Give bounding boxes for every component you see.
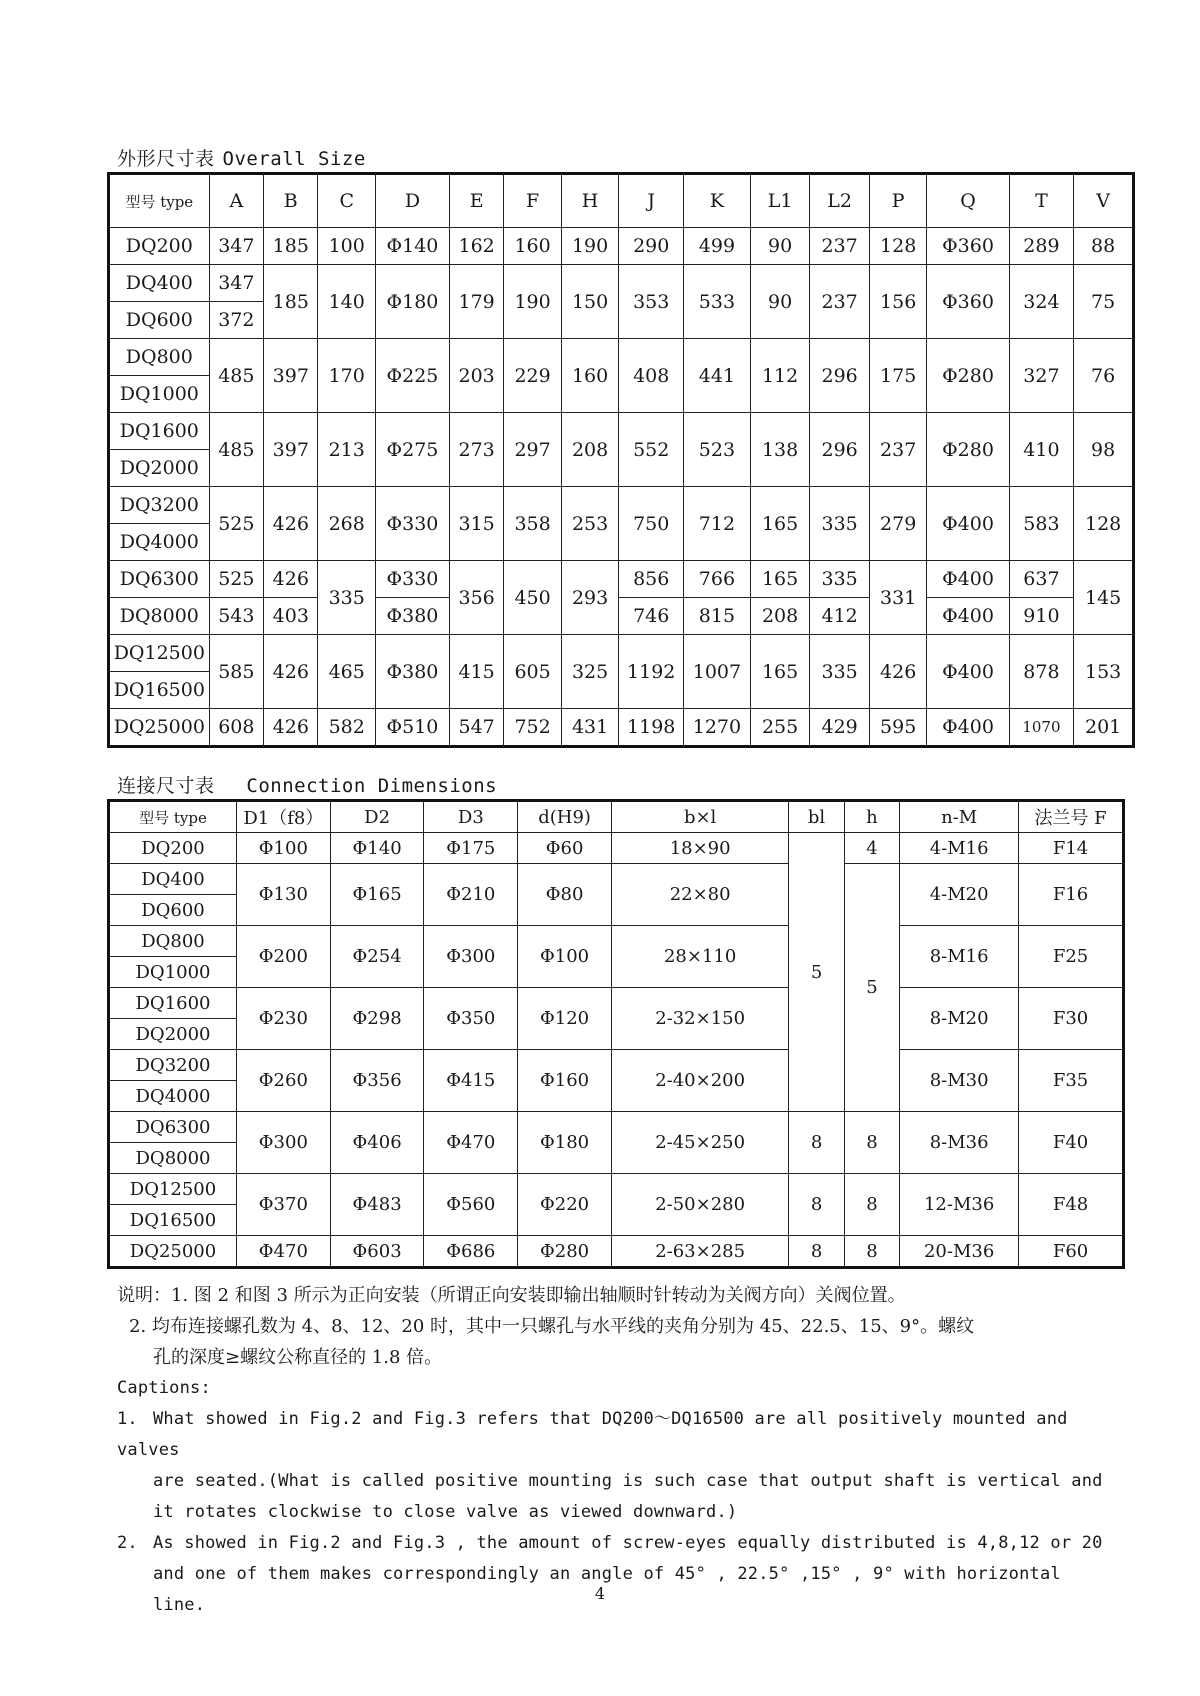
header-cell: n-M — [900, 801, 1019, 833]
type-cell: DQ2000 — [109, 450, 210, 487]
caption-1-number: 1. — [117, 1409, 138, 1429]
cell: 585 — [209, 635, 263, 709]
cell: Φ100 — [237, 833, 331, 864]
cell: 90 — [750, 228, 810, 265]
type-cell: DQ3200 — [109, 1050, 237, 1081]
cell: F60 — [1019, 1236, 1124, 1268]
cell: 415 — [449, 635, 503, 709]
cell: 140 — [318, 265, 376, 339]
caption-1-line-1: What showed in Fig.2 and Fig.3 refers that DQ200～DQ16500 are all positively mounted and valves — [117, 1409, 1068, 1460]
cell: Φ350 — [424, 988, 518, 1050]
type-cell: DQ400 — [109, 265, 210, 302]
connection-header-row — [109, 801, 1124, 833]
cell: 431 — [561, 709, 619, 747]
cell: F40 — [1019, 1112, 1124, 1174]
cell: Φ360 — [927, 228, 1009, 265]
note-cn-1: 说明：1. 图 2 和图 3 所示为正向安装（所谓正向安装即输出轴顺时针转动为关阀方向）关阀位置。 — [117, 1285, 906, 1306]
type-cell: DQ25000 — [109, 709, 210, 747]
cell: 347 — [209, 265, 263, 302]
cell: 525 — [209, 561, 263, 598]
cell: 150 — [561, 265, 619, 339]
header-cell: bl — [789, 801, 844, 833]
cell: Φ330 — [375, 561, 449, 598]
cell: 185 — [264, 228, 318, 265]
cell: 429 — [810, 709, 870, 747]
header-cell: D1（f8） — [237, 801, 331, 833]
cell: 325 — [561, 635, 619, 709]
cell: Φ470 — [237, 1236, 331, 1268]
header-cell: T — [1009, 174, 1074, 228]
header-cell: L1 — [750, 174, 810, 228]
type-cell: DQ800 — [109, 926, 237, 957]
type-cell: DQ2000 — [109, 1019, 237, 1050]
overall-size-caption — [117, 144, 366, 171]
cell: Φ400 — [927, 709, 1009, 747]
table-row — [109, 413, 1134, 450]
cell: 403 — [264, 598, 318, 635]
cell: Φ200 — [237, 926, 331, 988]
cell: 185 — [264, 265, 318, 339]
table-row — [109, 833, 1124, 864]
cell: 8 — [789, 1112, 844, 1174]
header-cell: E — [449, 174, 503, 228]
cell: Φ280 — [927, 413, 1009, 487]
cell: 582 — [318, 709, 376, 747]
header-cell: D — [375, 174, 449, 228]
header-cell: C — [318, 174, 376, 228]
cell: Φ280 — [927, 339, 1009, 413]
cell: 296 — [810, 339, 870, 413]
cell: Φ225 — [375, 339, 449, 413]
cell: 595 — [869, 709, 927, 747]
cell: Φ510 — [375, 709, 449, 747]
table-row — [109, 487, 1134, 524]
cell: 255 — [750, 709, 810, 747]
table-row — [109, 709, 1134, 747]
cell: F48 — [1019, 1174, 1124, 1236]
cell: Φ254 — [330, 926, 424, 988]
cell: 397 — [264, 413, 318, 487]
table-row — [109, 265, 1134, 302]
type-cell: DQ600 — [109, 302, 210, 339]
table-row — [109, 598, 1134, 635]
cell: 165 — [750, 561, 810, 598]
cell: 289 — [1009, 228, 1074, 265]
cell: 426 — [264, 635, 318, 709]
cell: 20-M36 — [900, 1236, 1019, 1268]
cell: Φ280 — [518, 1236, 612, 1268]
cell: Φ130 — [237, 864, 331, 926]
cell: 1198 — [619, 709, 684, 747]
cell: 8 — [844, 1174, 899, 1236]
cell: 426 — [264, 709, 318, 747]
caption-2-line-2: and one of them makes correspondingly an angle of 45° , 22.5° ,15° , 9° with horizontal line. — [153, 1564, 1061, 1615]
cell: F14 — [1019, 833, 1124, 864]
cell: Φ180 — [518, 1112, 612, 1174]
cell: 253 — [561, 487, 619, 561]
cell: 543 — [209, 598, 263, 635]
cell: 170 — [318, 339, 376, 413]
header-cell: B — [264, 174, 318, 228]
cell: Φ175 — [424, 833, 518, 864]
cell: 412 — [810, 598, 870, 635]
cell: 160 — [561, 339, 619, 413]
cell: 815 — [684, 598, 751, 635]
cell: Φ275 — [375, 413, 449, 487]
header-cell: L2 — [810, 174, 870, 228]
cell: 408 — [619, 339, 684, 413]
cell: 128 — [869, 228, 927, 265]
cell: 750 — [619, 487, 684, 561]
overall-title-en: Overall Size — [222, 148, 366, 170]
type-cell: DQ800 — [109, 339, 210, 376]
cell: 237 — [810, 265, 870, 339]
cell: 190 — [561, 228, 619, 265]
cell: 4-M16 — [900, 833, 1019, 864]
cell: 1070 — [1009, 709, 1074, 747]
cell: 12-M36 — [900, 1174, 1019, 1236]
cell: 426 — [264, 487, 318, 561]
header-cell: A — [209, 174, 263, 228]
table-row — [109, 561, 1134, 598]
cell: 293 — [561, 561, 619, 635]
header-cell: J — [619, 174, 684, 228]
header-cell: 法兰号 F — [1019, 801, 1124, 833]
cell: 213 — [318, 413, 376, 487]
cell: Φ298 — [330, 988, 424, 1050]
table-row — [109, 1112, 1124, 1143]
cell: 712 — [684, 487, 751, 561]
cell: Φ80 — [518, 864, 612, 926]
connection-table — [107, 799, 1125, 1269]
cell: 208 — [750, 598, 810, 635]
table-row — [109, 228, 1134, 265]
header-cell: V — [1074, 174, 1134, 228]
cell: 8 — [844, 1112, 899, 1174]
cell: 162 — [449, 228, 503, 265]
cell: Φ180 — [375, 265, 449, 339]
cell: 8-M20 — [900, 988, 1019, 1050]
cell: 324 — [1009, 265, 1074, 339]
cell: 465 — [318, 635, 376, 709]
cell: 878 — [1009, 635, 1074, 709]
cell: 2-32×150 — [611, 988, 788, 1050]
overall-header-row — [109, 174, 1134, 228]
cell: 331 — [869, 561, 927, 635]
header-cell: h — [844, 801, 899, 833]
cell: 90 — [750, 265, 810, 339]
cell: 112 — [750, 339, 810, 413]
cell: 533 — [684, 265, 751, 339]
table-row — [109, 1174, 1124, 1205]
cell: 4-M20 — [900, 864, 1019, 926]
type-cell: DQ12500 — [109, 1174, 237, 1205]
cell: Φ210 — [424, 864, 518, 926]
cell: 353 — [619, 265, 684, 339]
type-cell: DQ1000 — [109, 957, 237, 988]
cell: Φ165 — [330, 864, 424, 926]
overall-size-table — [107, 172, 1135, 748]
cell: 372 — [209, 302, 263, 339]
header-cell: b×l — [611, 801, 788, 833]
cell: Φ370 — [237, 1174, 331, 1236]
cell: Φ603 — [330, 1236, 424, 1268]
cell: 175 — [869, 339, 927, 413]
cell: 356 — [449, 561, 503, 635]
connection-title-cn: 连接尺寸表 — [117, 775, 215, 797]
type-cell: DQ8000 — [109, 1143, 237, 1174]
caption-1-line-3: it rotates clockwise to close valve as viewed downward.) — [153, 1502, 738, 1522]
table-row — [109, 339, 1134, 376]
caption-2-line-1: As showed in Fig.2 and Fig.3 , the amount of screw-eyes equally distributed is 4,8,12 or 20 — [153, 1533, 1103, 1553]
cell: Φ160 — [518, 1050, 612, 1112]
header-cell: F — [504, 174, 562, 228]
cell: F16 — [1019, 864, 1124, 926]
type-cell: DQ3200 — [109, 487, 210, 524]
cell: 752 — [504, 709, 562, 747]
type-cell: DQ6300 — [109, 1112, 237, 1143]
cell: Φ400 — [927, 598, 1009, 635]
cell: 8 — [789, 1174, 844, 1236]
type-cell: DQ25000 — [109, 1236, 237, 1268]
header-cell: D3 — [424, 801, 518, 833]
cell: 766 — [684, 561, 751, 598]
type-cell: DQ4000 — [109, 524, 210, 561]
cell: Φ415 — [424, 1050, 518, 1112]
type-cell: DQ200 — [109, 228, 210, 265]
type-cell: DQ12500 — [109, 635, 210, 672]
cell: 153 — [1074, 635, 1134, 709]
type-cell: DQ16500 — [109, 672, 210, 709]
cell: 605 — [504, 635, 562, 709]
cell: 397 — [264, 339, 318, 413]
cell: 128 — [1074, 487, 1134, 561]
cell: Φ380 — [375, 598, 449, 635]
type-cell: DQ600 — [109, 895, 237, 926]
header-cell: 型号 type — [109, 174, 210, 228]
cell: 1192 — [619, 635, 684, 709]
cell: 856 — [619, 561, 684, 598]
cell: 4 — [844, 833, 899, 864]
cell: 229 — [504, 339, 562, 413]
cell: 315 — [449, 487, 503, 561]
cell: 296 — [810, 413, 870, 487]
cell: 358 — [504, 487, 562, 561]
cell: 165 — [750, 635, 810, 709]
cell: 8-M36 — [900, 1112, 1019, 1174]
cell: Φ400 — [927, 635, 1009, 709]
cell: Φ400 — [927, 561, 1009, 598]
cell: F25 — [1019, 926, 1124, 988]
cell: 335 — [810, 635, 870, 709]
cell: 525 — [209, 487, 263, 561]
cell: 1270 — [684, 709, 751, 747]
cell: 156 — [869, 265, 927, 339]
cell: 1007 — [684, 635, 751, 709]
cell: Φ300 — [237, 1112, 331, 1174]
cell: Φ406 — [330, 1112, 424, 1174]
cell: Φ230 — [237, 988, 331, 1050]
cell: 165 — [750, 487, 810, 561]
cell: 441 — [684, 339, 751, 413]
cell: 485 — [209, 339, 263, 413]
cell: 8-M30 — [900, 1050, 1019, 1112]
type-cell: DQ200 — [109, 833, 237, 864]
cell: 273 — [449, 413, 503, 487]
cell: 637 — [1009, 561, 1074, 598]
cell: 335 — [810, 487, 870, 561]
cell: 335 — [810, 561, 870, 598]
caption-1-line-2: are seated.(What is called positive mounting is such case that output shaft is vertical and — [153, 1471, 1103, 1491]
cell: Φ470 — [424, 1112, 518, 1174]
cell: 410 — [1009, 413, 1074, 487]
cell: 608 — [209, 709, 263, 747]
connection-title-en: Connection Dimensions — [246, 775, 498, 797]
header-cell: Q — [927, 174, 1009, 228]
caption-2-number: 2. — [117, 1533, 138, 1553]
table-row — [109, 1050, 1124, 1081]
cell: 547 — [449, 709, 503, 747]
notes-section — [117, 1280, 1117, 1621]
cell: 523 — [684, 413, 751, 487]
cell: 138 — [750, 413, 810, 487]
cell: Φ483 — [330, 1174, 424, 1236]
cell: 22×80 — [611, 864, 788, 926]
cell: 552 — [619, 413, 684, 487]
cell: Φ60 — [518, 833, 612, 864]
type-cell: DQ1600 — [109, 413, 210, 450]
cell: 327 — [1009, 339, 1074, 413]
cell: 100 — [318, 228, 376, 265]
table-row — [109, 1236, 1124, 1268]
note-cn-2a: 2. 均布连接螺孔数为 4、8、12、20 时，其中一只螺孔与水平线的夹角分别为 45、22.5、15、9°。螺纹 — [129, 1316, 975, 1337]
cell: Φ356 — [330, 1050, 424, 1112]
cell: Φ140 — [375, 228, 449, 265]
cell: 237 — [869, 413, 927, 487]
cell: Φ220 — [518, 1174, 612, 1236]
cell: 297 — [504, 413, 562, 487]
cell: Φ560 — [424, 1174, 518, 1236]
connection-caption — [117, 771, 497, 798]
header-cell: 型号 type — [109, 801, 237, 833]
cell: 145 — [1074, 561, 1134, 635]
type-cell: DQ6300 — [109, 561, 210, 598]
cell: Φ686 — [424, 1236, 518, 1268]
cell: Φ380 — [375, 635, 449, 709]
cell: 485 — [209, 413, 263, 487]
cell: 88 — [1074, 228, 1134, 265]
cell: 28×110 — [611, 926, 788, 988]
overall-title-cn: 外形尺寸表 — [117, 148, 215, 170]
header-cell: H — [561, 174, 619, 228]
cell: F35 — [1019, 1050, 1124, 1112]
cell: 583 — [1009, 487, 1074, 561]
cell: 279 — [869, 487, 927, 561]
type-cell: DQ4000 — [109, 1081, 237, 1112]
cell: Φ330 — [375, 487, 449, 561]
table-row — [109, 864, 1124, 895]
bl-merged-cell: 5 — [789, 833, 844, 1112]
cell: 426 — [264, 561, 318, 598]
type-cell: DQ1000 — [109, 376, 210, 413]
cell: 910 — [1009, 598, 1074, 635]
cell: Φ360 — [927, 265, 1009, 339]
cell: 2-63×285 — [611, 1236, 788, 1268]
cell: 75 — [1074, 265, 1134, 339]
header-cell: D2 — [330, 801, 424, 833]
type-cell: DQ1600 — [109, 988, 237, 1019]
header-cell: P — [869, 174, 927, 228]
table-row — [109, 926, 1124, 957]
cell: Φ400 — [927, 487, 1009, 561]
cell: 499 — [684, 228, 751, 265]
cell: 160 — [504, 228, 562, 265]
cell: 179 — [449, 265, 503, 339]
header-cell: K — [684, 174, 751, 228]
cell: 201 — [1074, 709, 1134, 747]
type-cell: DQ400 — [109, 864, 237, 895]
cell: Φ300 — [424, 926, 518, 988]
cell: Φ260 — [237, 1050, 331, 1112]
captions-heading: Captions: — [117, 1378, 211, 1398]
type-cell: DQ8000 — [109, 598, 210, 635]
cell: 347 — [209, 228, 263, 265]
cell: 18×90 — [611, 833, 788, 864]
note-cn-2b: 孔的深度≥螺纹公称直径的 1.8 倍。 — [153, 1347, 443, 1368]
cell: 290 — [619, 228, 684, 265]
cell: 208 — [561, 413, 619, 487]
cell: 98 — [1074, 413, 1134, 487]
type-cell: DQ16500 — [109, 1205, 237, 1236]
cell: F30 — [1019, 988, 1124, 1050]
cell: 2-45×250 — [611, 1112, 788, 1174]
cell: 8 — [844, 1236, 899, 1268]
cell: 450 — [504, 561, 562, 635]
cell: 190 — [504, 265, 562, 339]
table-row — [109, 635, 1134, 672]
cell: 8-M16 — [900, 926, 1019, 988]
cell: 8 — [789, 1236, 844, 1268]
cell: 76 — [1074, 339, 1134, 413]
cell: Φ100 — [518, 926, 612, 988]
page-number: 4 — [594, 1584, 606, 1603]
cell: 237 — [810, 228, 870, 265]
table-row — [109, 988, 1124, 1019]
cell: 746 — [619, 598, 684, 635]
cell: Φ140 — [330, 833, 424, 864]
cell: 2-40×200 — [611, 1050, 788, 1112]
header-cell: d(H9) — [518, 801, 612, 833]
cell: 268 — [318, 487, 376, 561]
h-merged-cell: 5 — [844, 864, 899, 1112]
cell: 335 — [318, 561, 376, 635]
cell: 426 — [869, 635, 927, 709]
cell: 2-50×280 — [611, 1174, 788, 1236]
cell: Φ120 — [518, 988, 612, 1050]
cell: 203 — [449, 339, 503, 413]
